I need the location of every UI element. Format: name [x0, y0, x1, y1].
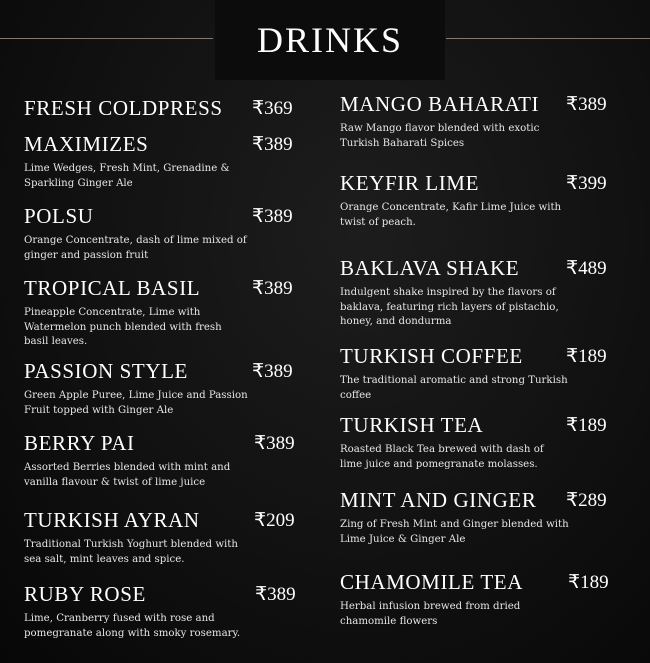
item-name: RUBY ROSE	[24, 582, 146, 606]
item-name: PASSION STYLE	[24, 359, 188, 383]
item-description: Raw Mango flavor blended with exotic Turkish Baharati Spices	[340, 123, 540, 149]
menu-item-polsu	[24, 204, 314, 263]
item-price: ₹369	[252, 98, 293, 119]
menu-item-keyfir-lime	[340, 171, 630, 230]
menu-item-chamomile-tea	[340, 570, 630, 629]
item-name: MINT AND GINGER	[340, 488, 537, 512]
item-name: TROPICAL BASIL	[24, 276, 201, 300]
item-price: ₹389	[252, 361, 293, 382]
item-name: BAKLAVA SHAKE	[340, 256, 520, 280]
item-name: KEYFIR LIME	[340, 171, 480, 195]
item-price: ₹389	[252, 278, 293, 299]
menu-header	[0, 0, 650, 80]
item-name: TURKISH COFFEE	[340, 344, 523, 368]
item-price: ₹189	[568, 572, 609, 593]
item-description: Orange Concentrate, Kafir Lime Juice with twist of peach.	[340, 202, 562, 228]
item-name: POLSU	[24, 204, 94, 228]
item-description: Herbal infusion brewed from dried chamomile flowers	[340, 601, 521, 627]
page-title: DRINKS	[256, 20, 403, 60]
item-price: ₹189	[566, 415, 607, 436]
item-description: Roasted Black Tea brewed with dash of lime juice and pomegranate molasses.	[340, 444, 544, 470]
item-description: Traditional Turkish Yoghurt blended with sea salt, mint leaves and spice.	[24, 539, 238, 565]
item-price: ₹389	[254, 433, 295, 454]
header-divider-left	[0, 38, 213, 39]
menu-item-fresh-coldpress	[24, 96, 314, 124]
menu-item-mint-and-ginger	[340, 488, 630, 547]
title-box	[215, 0, 445, 80]
item-price: ₹389	[252, 134, 293, 155]
menu-item-turkish-ayran	[24, 508, 314, 567]
item-name: CHAMOMILE TEA	[340, 570, 523, 594]
item-price: ₹389	[566, 94, 607, 115]
item-name: BERRY PAI	[24, 431, 135, 455]
menu-item-turkish-coffee	[340, 344, 630, 403]
item-description: Assorted Berries blended with mint and vanilla flavour & twist of lime juice	[24, 462, 231, 488]
item-description: Lime Wedges, Fresh Mint, Grenadine & Sparkling Ginger Ale	[24, 163, 230, 189]
header-divider-right	[446, 38, 650, 39]
item-description: Green Apple Puree, Lime Juice and Passion Fruit topped with Ginger Ale	[24, 390, 248, 416]
item-name: MAXIMIZES	[24, 132, 149, 156]
item-price: ₹399	[566, 173, 607, 194]
item-name: TURKISH AYRAN	[24, 508, 200, 532]
item-name: MANGO BAHARATI	[340, 92, 540, 116]
menu-item-maximizes	[24, 132, 314, 191]
item-description: Pineapple Concentrate, Lime with Watermelon punch blended with fresh basil leaves.	[24, 307, 222, 347]
menu-item-berry-pai	[24, 431, 314, 490]
item-description: The traditional aromatic and strong Turkish coffee	[340, 375, 568, 401]
item-description: Lime, Cranberry fused with rose and pomegranate along with smoky rosemary.	[24, 613, 241, 639]
item-description: Zing of Fresh Mint and Ginger blended with Lime Juice & Ginger Ale	[340, 519, 569, 545]
menu-item-tropical-basil	[24, 276, 314, 350]
menu-item-mango-baharati	[340, 92, 630, 151]
item-description: Indulgent shake inspired by the flavors of baklava, featuring rich layers of pistachio, honey, and dondurma	[340, 287, 559, 327]
item-name: TURKISH TEA	[340, 413, 484, 437]
menu-item-passion-style	[24, 359, 314, 418]
menu-item-baklava-shake	[340, 256, 630, 330]
item-description: Orange Concentrate, dash of lime mixed of ginger and passion fruit	[24, 235, 247, 261]
item-price: ₹189	[566, 346, 607, 367]
item-price: ₹289	[566, 490, 607, 511]
menu-item-turkish-tea	[340, 413, 630, 472]
menu-item-ruby-rose	[24, 582, 314, 641]
item-price: ₹389	[252, 206, 293, 227]
item-price: ₹389	[255, 584, 296, 605]
item-name: FRESH COLDPRESS	[24, 96, 223, 120]
item-price: ₹489	[566, 258, 607, 279]
item-price: ₹209	[254, 510, 295, 531]
